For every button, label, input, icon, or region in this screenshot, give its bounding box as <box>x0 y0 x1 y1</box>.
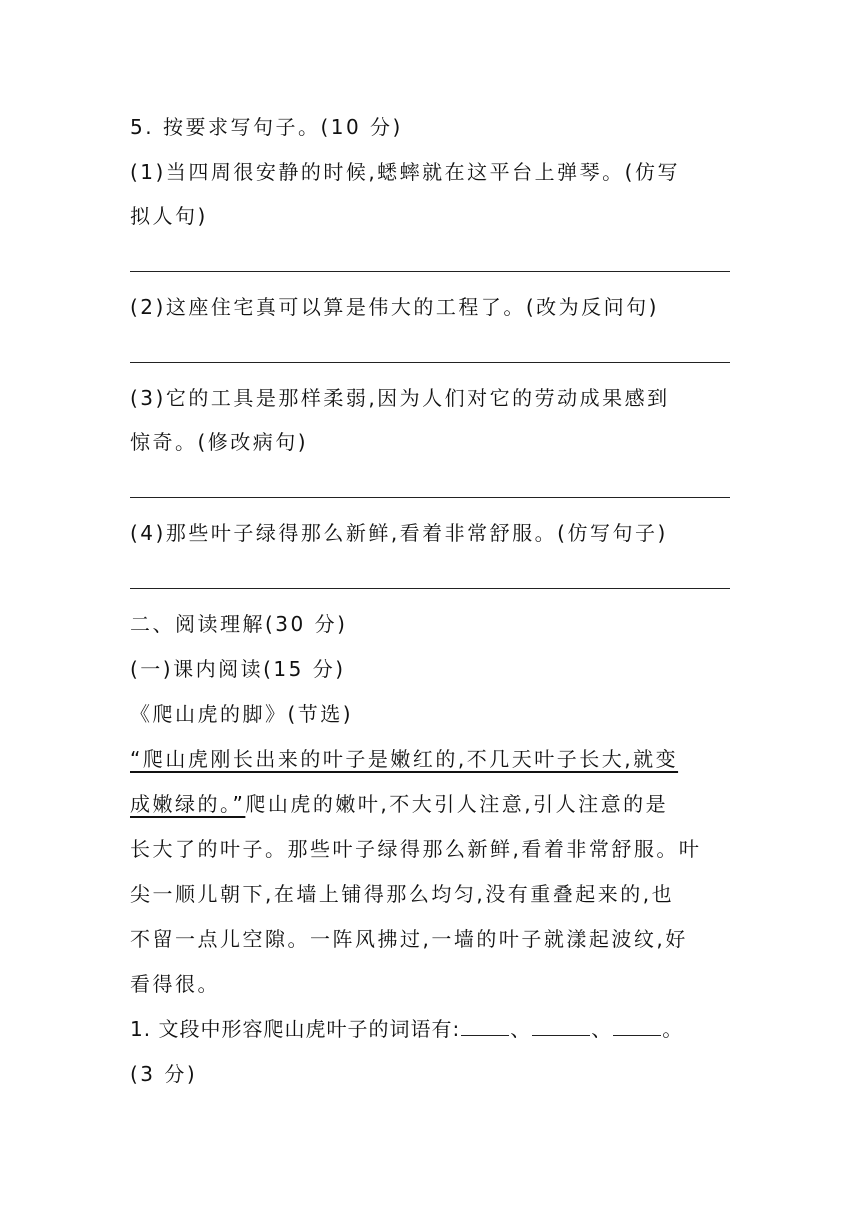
answer-line-2[interactable] <box>130 362 730 363</box>
sentence-end-mark: 。 <box>662 1017 684 1041</box>
passage-line-5: 不留一点儿空隙。一阵风拂过,一墙的叶子就漾起波纹,好 <box>130 927 688 951</box>
answer-blank-3[interactable] <box>613 1021 661 1036</box>
passage-line-6: 看得很。 <box>130 972 220 996</box>
reading-question-1 <box>130 1017 730 1041</box>
answer-line-4[interactable] <box>130 588 730 589</box>
answer-blank-1[interactable] <box>461 1021 509 1036</box>
passage-line-1 <box>130 747 730 771</box>
question-5-item-3-line-2: 惊奇。(修改病句) <box>130 430 309 454</box>
underlined-sentence-part-1: “爬山虎刚长出来的叶子是嫩红的,不几天叶子长大,就变 <box>130 747 679 771</box>
blank-separator-2: 、 <box>591 1017 613 1041</box>
passage-line-2-rest: 爬山虎的嫩叶,不大引人注意,引人注意的是 <box>245 792 669 816</box>
section-2-heading: 二、阅读理解(30 分) <box>130 612 348 636</box>
question-5-item-3-line-1: (3)它的工具是那样柔弱,因为人们对它的劳动成果感到 <box>130 386 670 410</box>
passage-line-2 <box>130 792 730 816</box>
reading-question-1-prompt: 1. 文段中形容爬山虎叶子的词语有: <box>130 1017 461 1041</box>
answer-line-1[interactable] <box>130 271 730 272</box>
underlined-sentence-part-2: 成嫩绿的。” <box>130 792 246 816</box>
question-5-item-2: (2)这座住宅真可以算是伟大的工程了。(改为反问句) <box>130 295 659 319</box>
in-class-reading-heading: (一)课内阅读(15 分) <box>130 657 346 681</box>
passage-title: 《爬山虎的脚》(节选) <box>130 702 354 726</box>
question-5-item-1-line-2: 拟人句) <box>130 204 208 228</box>
answer-line-3[interactable] <box>130 497 730 498</box>
blank-separator-1: 、 <box>510 1017 532 1041</box>
passage-line-4: 尖一顺儿朝下,在墙上铺得那么均匀,没有重叠起来的,也 <box>130 882 675 906</box>
question-5-heading: 5. 按要求写句子。(10 分) <box>130 115 403 139</box>
question-5-item-4: (4)那些叶子绿得那么新鲜,看着非常舒服。(仿写句子) <box>130 521 668 545</box>
reading-question-1-score: (3 分) <box>130 1062 198 1086</box>
answer-blank-2[interactable] <box>532 1021 590 1036</box>
passage-line-3: 长大了的叶子。那些叶子绿得那么新鲜,看着非常舒服。叶 <box>130 837 702 861</box>
question-5-item-1-line-1: (1)当四周很安静的时候,蟋蟀就在这平台上弹琴。(仿写 <box>130 160 680 184</box>
